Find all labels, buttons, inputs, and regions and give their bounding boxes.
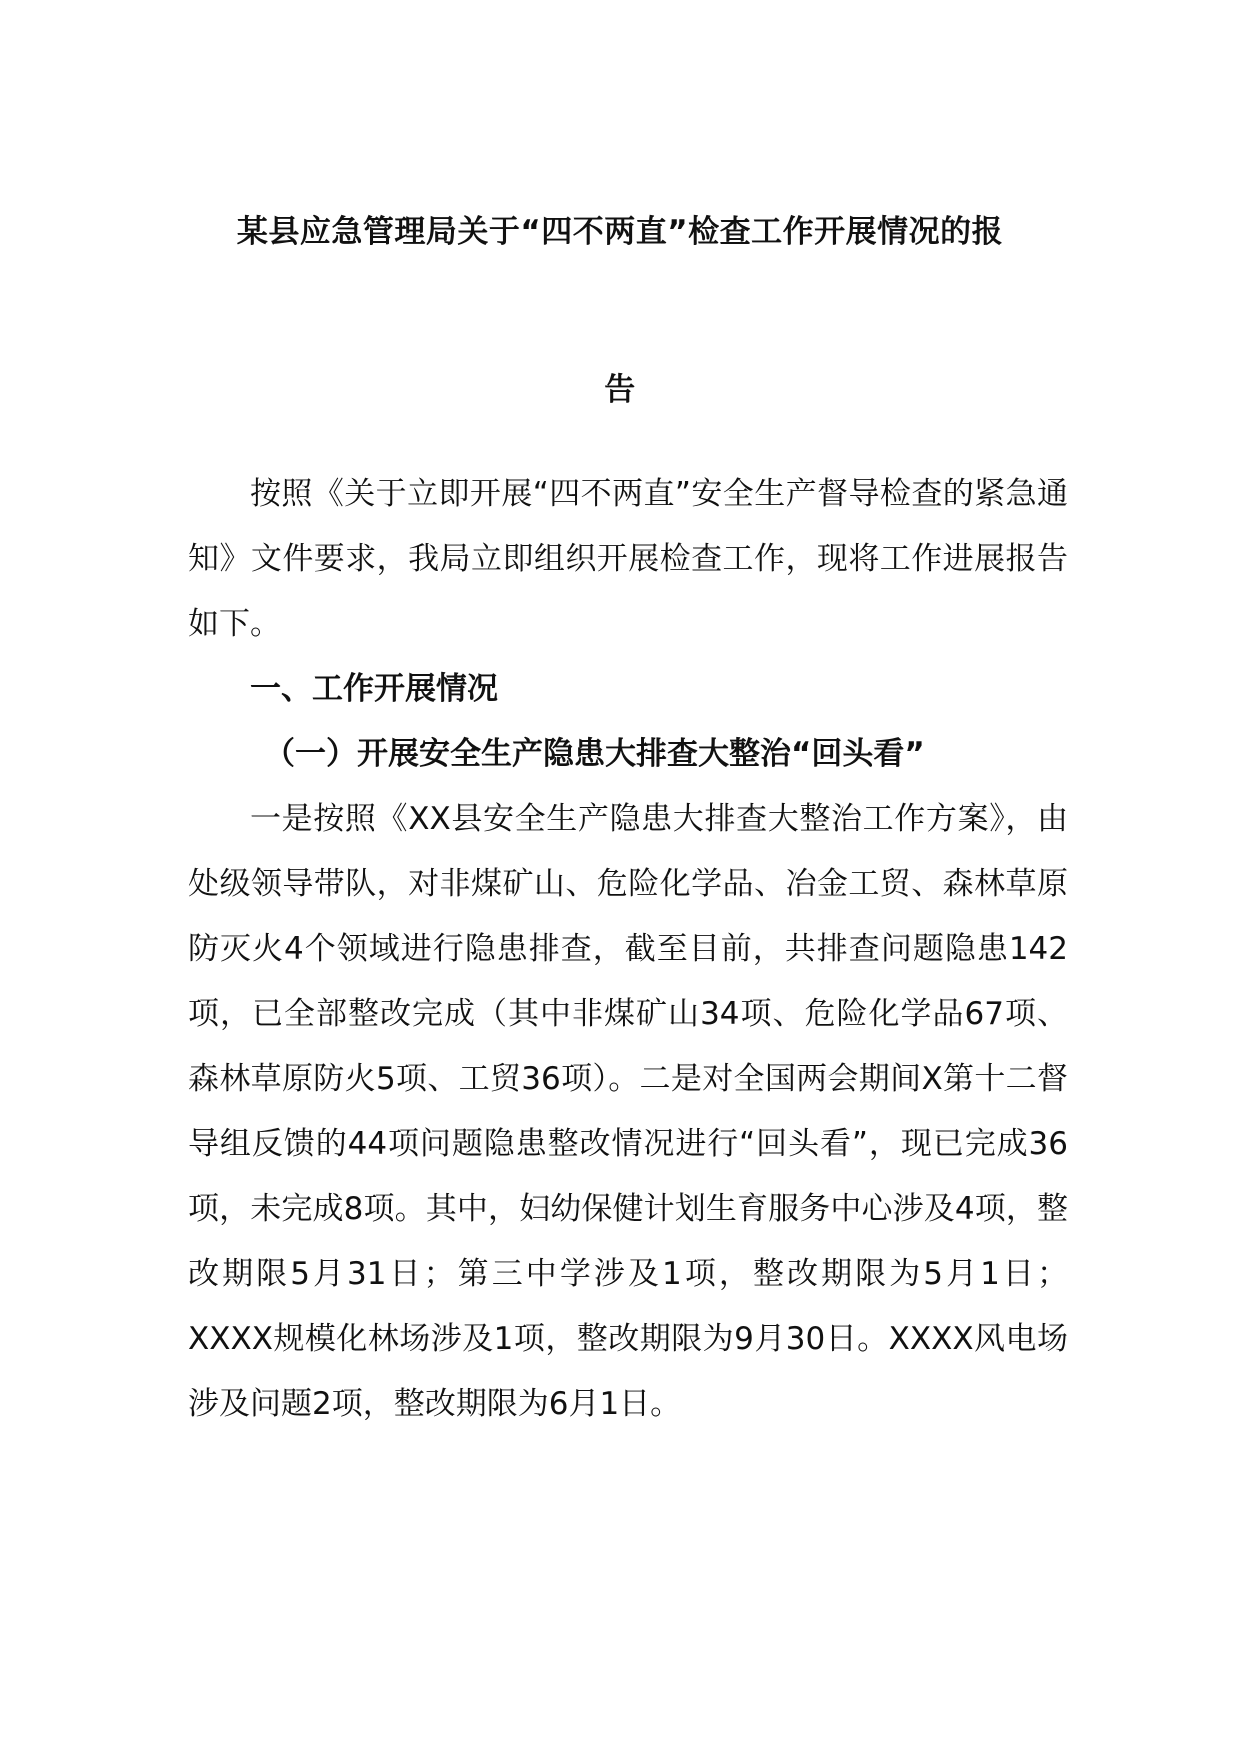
section-heading-1: 一、工作开展情况 [250, 671, 498, 707]
subsection-heading-1: （一）开展安全生产隐患大排查大整治“回头看” [264, 736, 925, 772]
document-body [188, 462, 1068, 1437]
intro-paragraph: 按照《关于立即开展“四不两直”安全生产督导检查的紧急通知》文件要求，我局立即组织开展检查工作，现将工作进展报告如下。 [188, 476, 1068, 642]
subsection-1-paragraph: 一是按照《XX县安全生产隐患大排查大整治工作方案》，由处级领导带队，对非煤矿山、危险化学品、冶金工贸、森林草原防灭火4个领域进行隐患排查，截至目前，共排查问题隐患142项，已全部整改完成（其中非煤矿山34项、危险化学品67项、森林草原防火5项、工贸36项）。二是对全国两会期间X第十二督导组反馈的44项问题隐患整改情况进行“回头看”，现已完成36项，未完成8项。其中，妇幼保健计划生育服务中心涉及4项，整改期限5月31日；第三中学涉及1项，整改期限为5月1日；XXXX规模化林场涉及1项，整改期限为9月30日。XXXX风电场涉及问题2项，整改期限为6月1日。 [188, 801, 1068, 1422]
document-title-line-1: 某县应急管理局关于“四不两直”检查工作开展情况的报 [236, 214, 1004, 250]
document-title-line-2: 告 [604, 372, 636, 408]
